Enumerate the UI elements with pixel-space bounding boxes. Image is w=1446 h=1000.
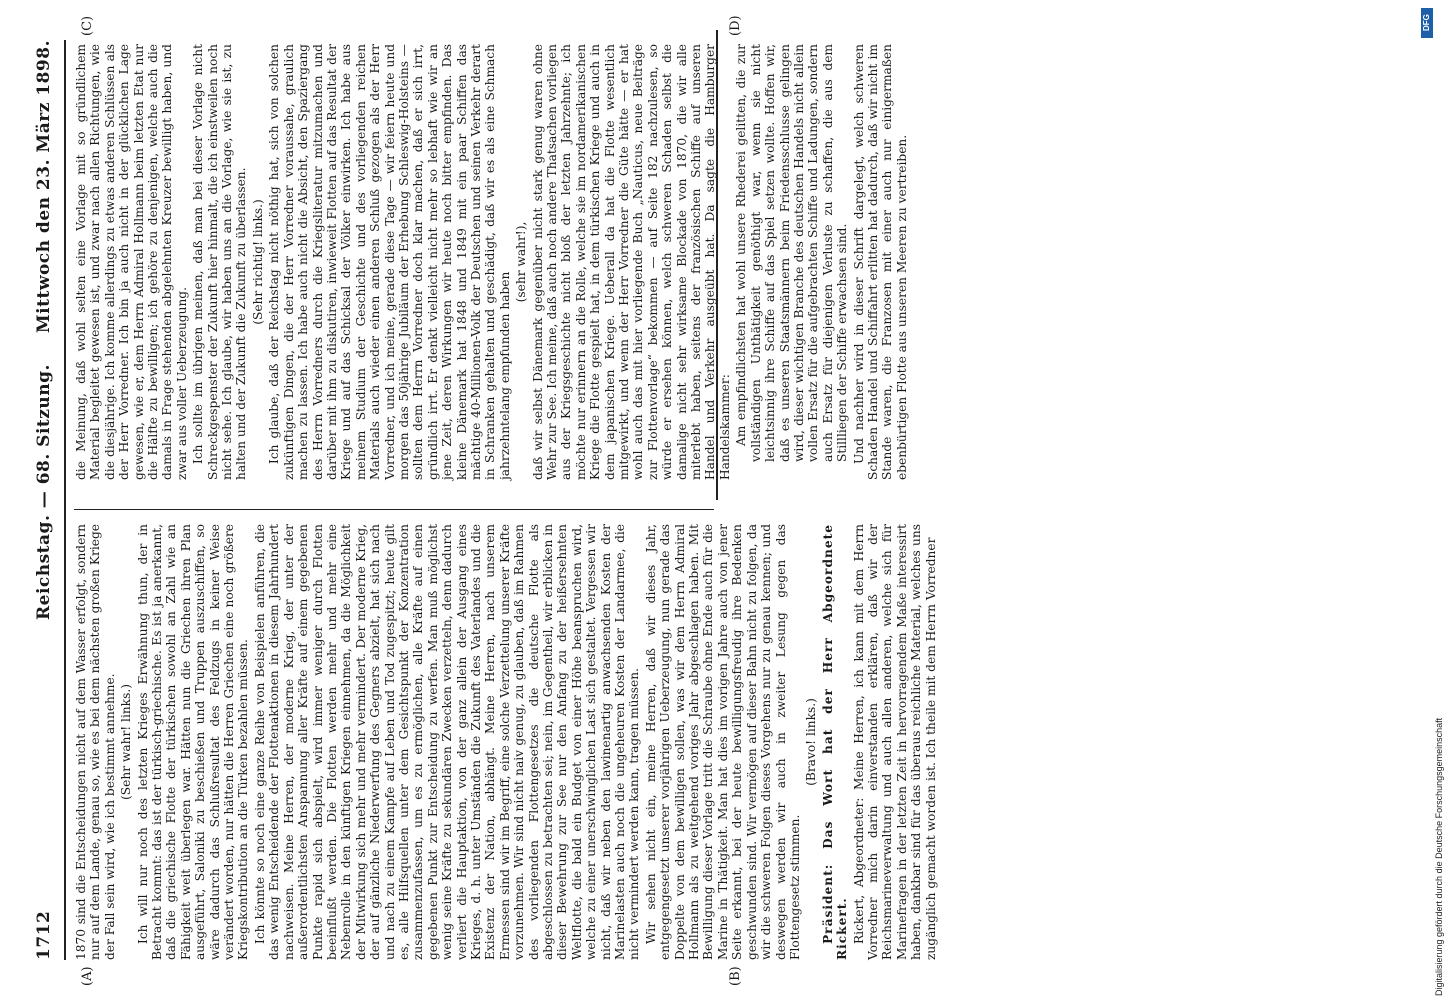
header-date: Mittwoch den 23. März 1898. [34, 40, 54, 334]
header-title: Reichstag. — 68. Sitzung. [34, 364, 54, 620]
margin-marker-c: (C) [80, 15, 95, 36]
paragraph: Rickert, Abgeordneter: Meine Herren, ich kann mit dem Herrn Vorredner mich darin einverstanden erklären, daß wir der Reichsmarineverwaltung und auch allen anderen, welche sich für Marinefragen in der letzten Zeit in hervorragendem Maße interessirt haben, dankbar sind für das überaus reichliche Material, welches uns zugänglich gemacht worden ist. Ich theile mit dem Herrn Vorredner [851, 524, 938, 960]
paragraph: 1870 sind die Entscheidungen nicht auf dem Wasser erfolgt, sondern nur auf dem Lande, genau so, wie es bei dem nächsten großen Kriege der Fall sein wird, wie ich bestimmt annehme. [74, 524, 117, 960]
column-divider [74, 509, 714, 510]
header-rule [64, 40, 66, 960]
interjection: (Sehr wahr! links.) [119, 684, 134, 800]
page-content [28, 15, 1398, 986]
paragraph: Wir sehen nicht ein, meine Herren, daß wir dieses Jahr, entgegengesetzt unserer vorjährigen Ueberzeugung, nun gerade das Doppelte von dem bewilligen sollen, was wir dem Herrn Admiral Hollmann als zu weitgehend voriges Jahr abgeschlagen haben. Mit Bewilligung dieser Vorlage tritt die Schraube ohne Ende auch für die Marine in Thätigkeit. Man hat dies im vorigen Jahre auch von jener Seite erkannt, bei der heute bewilligungsfreudig ihre Bedenken geschwunden sind. Wir vermögen auf dieser Bahn nicht zu folgen, da wir die schweren Folgen dieses Vorgehens nur zu genau kennen; und deswegen werden wir auch in zweiter Lesung gegen das Flottengesetz stimmen. [643, 524, 802, 960]
margin-marker-a: (A) [80, 966, 95, 986]
margin-marker-d: (D) [728, 15, 743, 36]
credit-text: Digitalisierung gefördert durch die Deutsche Forschungsgemeinschaft [1434, 717, 1444, 996]
interjection: (Bravo! links.) [804, 698, 819, 786]
paragraph: Ich will nur noch des letzten Krieges Erwähnung thun, der in Betracht kommt: das ist der türkisch-griechische. Es ist ja anerkannt, daß die griechische Flotte der türkischen sowohl an Zahl wie an Fähigkeit weit überlegen war. Hätten nun die Griechen ihren Plan ausgeführt, Saloniki zu beschießen und Truppen auszuschiffen, so wäre dadurch das Schlußresultat des Feldzugs in keiner Weise verändert worden, nur hätten die Herren Griechen eine noch größere Kriegskontribution an die Türken bezahlen müssen. [135, 524, 251, 960]
speaker-line: Präsident: Das Wort hat der Herr Abgeordnete Rickert. [820, 524, 850, 960]
margin-marker-b: (B) [728, 966, 743, 986]
paragraph: Und nachher wird in dieser Schrift dargelegt, welch schweren Schaden Handel und Schiffahrt erlitten hat dadurch, daß wir nicht im Stande waren, die Franzosen mit einer auch nur einigermaßen ebenbürtigen Flotte aus unseren Meeren zu vertreiben. [851, 44, 909, 480]
paragraph: Ich glaube, daß der Reichstag nicht nöthig hat, sich von solchen zukünftigen Dingen, die der Herr Vorredner voraussahe, graulich machen zu lassen. Ich habe auch nicht die Absicht, den Spaziergang des Herrn Vorredners durch die Kriegsliteratur mitzumachen und darüber mit ihm zu diskutiren, inwieweit Flotten auf das Resultat der Kriege und auf das Schicksal der Völker einwirken. Ich habe aus meinem Studium der Geschichte und des vorliegenden reichen Materials auch wieder einen anderen Schluß gezogen als der Herr Vorredner, und ich meine, gerade diese Tage — wir feiern heute und morgen das 50jährige Jubiläum der Erhebung Schleswig-Holsteins — sollten dem Herrn Vorredner doch klar machen, daß er sich irrt, gründlich irrt. Er denkt vielleicht nicht mehr so lebhaft wie wir an jene Zeit, deren Wirkungen wir heute noch bitter empfinden. Das kleine Dänemark hat 1848 und 1849 mit ein paar Schiffen das mächtige 40-Millionen-Volk der Deutschen und seinen Verkehr derart in Schranken gehalten und geschädigt, daß wir es als eine Schmach jahrzehntelang empfunden haben [267, 44, 512, 480]
page-number: 1712 [34, 910, 54, 960]
dfg-logo: DFG [1421, 8, 1433, 38]
right-column [74, 44, 909, 480]
quotation: Am empfindlichsten hat wohl unsere Rhederei gelitten, die zur vollständigen Unthätigkeit genöthigt war, wenn sie nicht leichtsinnig ihre Schiffe auf das Spiel setzen wollte. Hoffen wir, daß es unseren Staatsmännern beim Friedensschlusse gelingen wird, dieser wichtigen Branche des deutschen Handels nicht allein vollen Ersatz für die aufgebrachten Schiffe und Ladungen, sondern auch Ersatz für diejenigen Verluste zu schaffen, die aus dem Stillliegen der Schiffe erwachsen sind. [734, 44, 850, 462]
funding-credit [1420, 4, 1444, 996]
paragraph: daß wir selbst Dänemark gegenüber nicht stark genug waren ohne Wehr zur See. Ich meine, daß auch noch andere Thatsachen vorliegen aus der Kriegsgeschichte nicht bloß der letzten Jahrzehnte; ich möchte nur erinnern an die Rolle, welche sie im nordamerikanischen Kriege die Flotte gespielt hat, in dem türkischen Kriege und auch in dem japanischen Kriege. Ueberall da hat die Flotte wesentlich mitgewirkt, und wenn der Herr Vorredner die Güte hätte — er hat wohl auch das mit hier vorliegende Buch „Nauticus, neue Beiträge zur Flottenvorlage“ bekommen — auf Seite 182 nachzulesen, so würde er ersehen können, welch schweren Schaden selbst die damalige nicht sehr wirksame Blockade von 1870, die wir alle miterlebt haben, seitens der französischen Schiffe auf unseren Handel und Verkehr ausgeübt hat. Da sagte die Hamburger Handelskammer: [530, 44, 732, 480]
interjection: (Sehr richtig! links.) [250, 199, 265, 325]
running-header [28, 40, 62, 960]
paragraph: Ich könnte so noch eine ganze Reihe von Beispielen anführen, die das wenig Entscheidende der Flottenaktionen in diesem Jahrhundert nachweisen. Meine Herren, der moderne Krieg, der unter der außerordentlichsten Anspannung aller Kräfte auf einem gegebenen Punkte rapid sich abspielt, wird immer weniger durch Flotten beeinflußt werden. Die Flotten werden mehr und mehr eine Nebenrolle in den künftigen Kriegen einnehmen, da die Möglichkeit der Mitwirkung sich mehr und mehr vermindert. Der moderne Krieg, der auf gänzliche Niederwerfung des Gegners abzielt, hat sich nach und nach zu einem Kampfe auf Leben und Tod zugespitzt; heute gilt es, alle Hilfsquellen unter dem Gesichtspunkt der Konzentration zusammenzufassen, um es zu ermöglichen, alle Kräfte auf einen gegebenen Punkt zur Entscheidung zu werfen. Man muß möglichst wenig seine Kräfte zu sekundären Zwecken verzetteln, denn dadurch verliert die Hauptaktion, von der ganz allein der Ausgang eines Krieges, d. h. unter Umständen die Zukunft des Vaterlandes und die Existenz der Nation, abhängt. Meine Herren, nach unserem Ermessen sind wir im Begriff, eine solche Verzettelung unserer Kräfte vorzunehmen. Wir sind nicht naiv genug, zu glauben, daß im Rahmen des vorliegenden Flottengesetzes die deutsche Flotte als abgeschlossen zu betrachten sei; nein, im Gegentheil, wir erblicken in dieser Bewehrung zur See nur den Anfang zu der heißersehnten Weltflotte, die bald ein Budget von einer Höhe beanspruchen wird, welche zu einer unerschwinglichen Last sich gestaltet. Vergessen wir nicht, daß wir neben den lawinenartig anwachsenden Kosten der Marinelasten auch noch die ungeheuren Kosten der Landarmee, die nicht vermindert werden kann, tragen müssen. [252, 524, 642, 960]
paragraph: Ich sollte im übrigen meinen, daß man bei dieser Vorlage nicht Schreckgespenster der Zukunft hier hinmalt, die ich einstweilen noch nicht sehe. Ich glaube, wir haben uns an die Vorlage, wie sie ist, zu halten und der Zukunft die Zukunft zu überlassen. [191, 44, 249, 480]
interjection: (sehr wahr!), [514, 221, 529, 303]
paragraph: die Meinung, daß wohl selten eine Vorlage mit so gründlichem Material begleitet gewesen ist, und zwar nach allen Richtungen, wie die diesjährige. Ich komme allerdings zu etwas anderen Schlüssen als der Herr Vorredner. Ich bin ja auch nicht in der glücklichen Lage gewesen, wie er, dem Herrn Admiral Hollmann beim letzten Etat nur die Hälfte zu bewilligen; ich gehöre zu denjenigen, welche auch die damals in Frage stehenden abgelehnten Kreuzer bewilligt haben, und zwar aus voller Ueberzeugung. [74, 44, 189, 480]
left-column [74, 524, 1394, 960]
